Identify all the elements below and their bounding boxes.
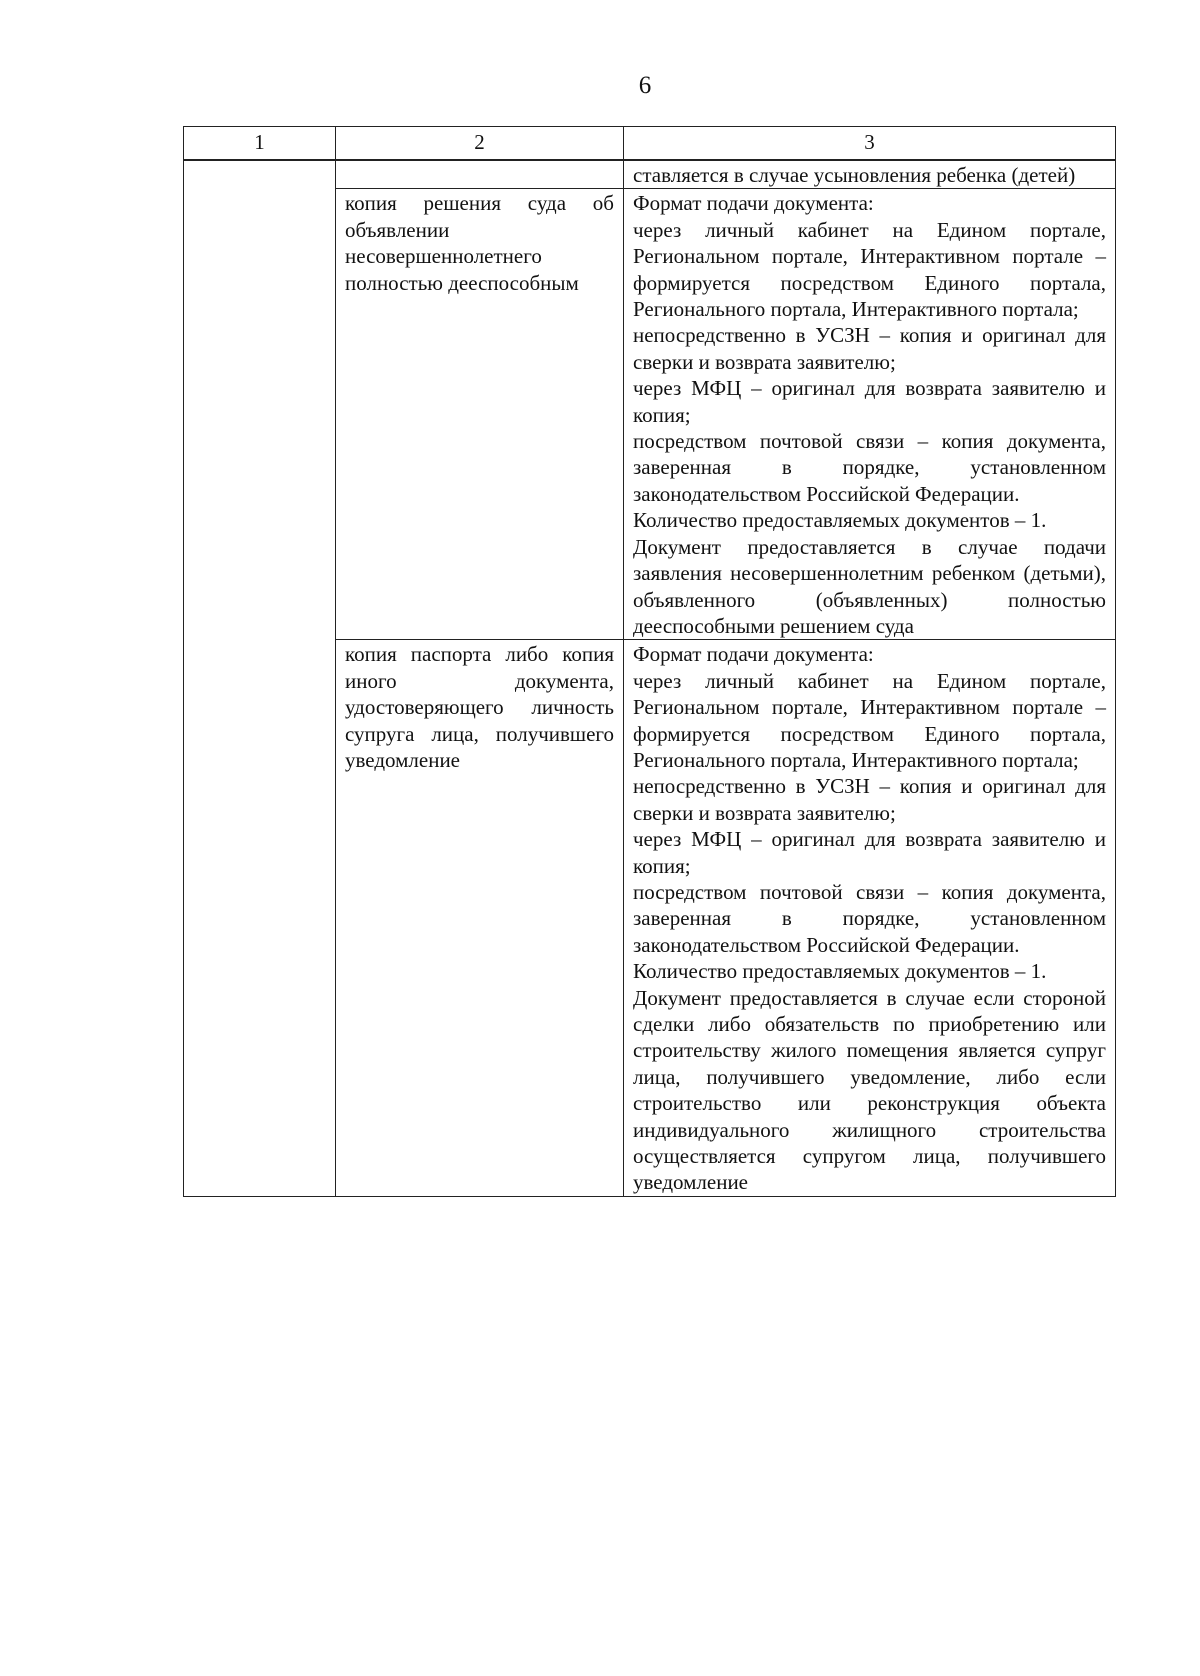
page-number: 6	[638, 72, 652, 99]
document-name-cell: копия решения суда об объявлении несовершеннолетнего полностью дееспособным	[336, 189, 624, 640]
details-paragraph: Формат подачи документа:	[633, 642, 874, 667]
details-paragraph: посредством почтовой связи – копия документа, заверенная в порядке, установленном законодательством Российской Федерации.	[633, 879, 1106, 957]
details-paragraph: через личный кабинет на Едином портале, Региональном портале, Интерактивном портале – формируется посредством Единого портала, Регионального портала, Интерактивного портала;	[633, 668, 1106, 772]
requirements-table	[183, 126, 1116, 1197]
document-name-cell: копия паспорта либо копия иного документа, удостоверяющего личность супруга лица, получившего уведомление	[336, 640, 624, 1197]
details-paragraph: Количество предоставляемых документов – 1.	[633, 959, 1047, 984]
details-paragraph: посредством почтовой связи – копия документа, заверенная в порядке, установленном законодательством Российской Федерации.	[633, 429, 1106, 506]
table-header-row	[184, 127, 1116, 161]
col1-empty-cell	[184, 160, 336, 1196]
document-details-cell	[624, 640, 1116, 1197]
header-col-2: 2	[336, 127, 624, 161]
details-paragraph: Формат подачи документа:	[633, 191, 874, 216]
header-col-3: 3	[624, 127, 1116, 161]
details-paragraph: Документ предоставляется в случае подачи заявления несовершеннолетним ребенком (детьми), объявленного (объявленных) полностью дееспособными решением суда	[633, 534, 1106, 638]
details-paragraph: непосредственно в УСЗН – копия и оригинал для сверки и возврата заявителю;	[633, 774, 1106, 825]
document-details-cell	[624, 189, 1116, 640]
table-row	[184, 160, 1116, 189]
document-details-cell	[624, 160, 1116, 189]
details-paragraph: Количество предоставляемых документов – 1.	[633, 508, 1047, 533]
details-paragraph: ставляется в случае усыновления ребенка (детей)	[633, 163, 1076, 187]
details-paragraph: через МФЦ – оригинал для возврата заявителю и копия;	[633, 376, 1106, 427]
details-paragraph: через МФЦ – оригинал для возврата заявителю и копия;	[633, 827, 1106, 878]
header-col-1: 1	[184, 127, 336, 161]
document-name-cell	[336, 160, 624, 189]
details-paragraph: через личный кабинет на Едином портале, Региональном портале, Интерактивном портале – формируется посредством Единого портала, Регионального портала, Интерактивного портала;	[633, 217, 1106, 322]
details-paragraph: непосредственно в УСЗН – копия и оригинал для сверки и возврата заявителю;	[633, 323, 1106, 374]
details-paragraph: Документ предоставляется в случае если стороной сделки либо обязательств по приобретению или строительству жилого помещения является супруг лица, получившего уведомление, либо если строительство или реконструкция объекта индивидуального жилищного строительства осуществляется супругом лица, получившего уведомление	[633, 985, 1106, 1195]
